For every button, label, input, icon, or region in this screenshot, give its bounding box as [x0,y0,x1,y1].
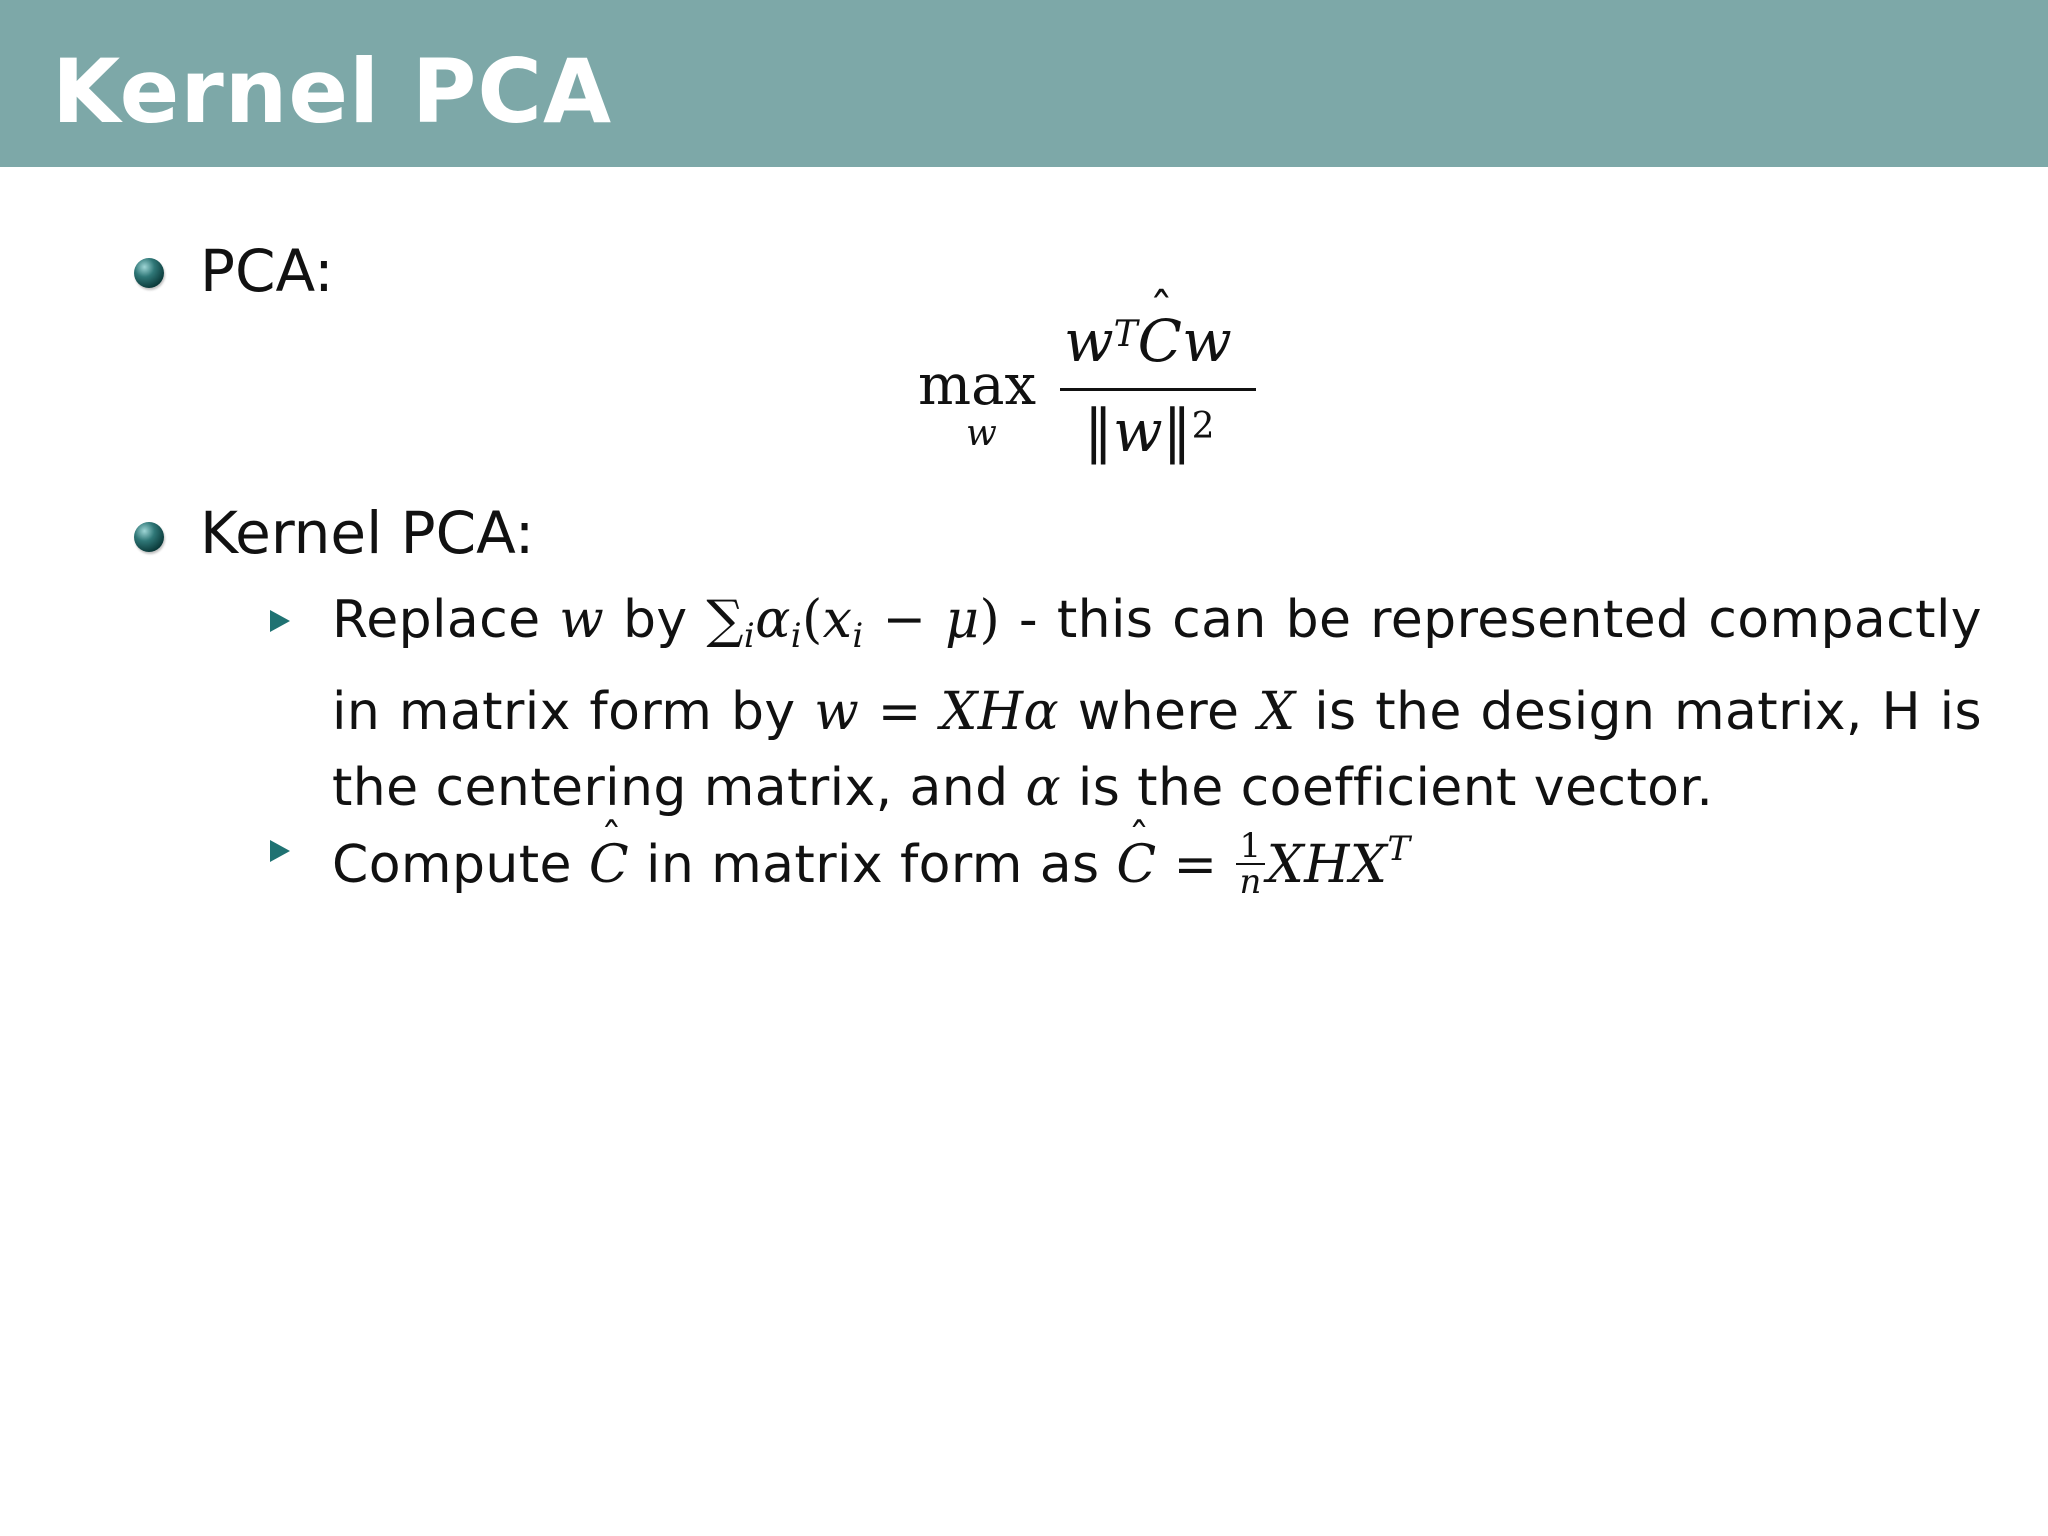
max-operator-subscript: w [966,413,997,454]
text-run: where [1059,682,1259,742]
pca-objective-equation [918,300,1258,480]
bullet-ball-icon [134,258,164,288]
math-minus: − [863,590,946,650]
equation-denominator [1084,396,1215,466]
text-run: is the design matrix, H is [1295,682,1982,742]
bullet-pca-label: PCA: [200,237,334,305]
numerator-transpose: T [1113,314,1138,355]
norm-close: ‖ [1162,397,1192,465]
text-run: the centering matrix, and [332,758,1026,818]
sub-item-line [332,674,1982,750]
fraction-numerator: 1 [1236,829,1264,865]
transpose-superscript: T [1387,829,1411,869]
math-fraction-one-over-n [1236,826,1264,902]
math-paren-open: ( [801,590,823,650]
bullet-ball-icon [134,522,164,552]
math-equals: = [1156,835,1235,895]
alpha-symbol: α [755,590,791,650]
sub-item-replace-w [332,582,1982,826]
math-x-i [822,590,864,656]
text-run: is the coefficient vector. [1060,758,1714,818]
sum-symbol: ∑ [706,590,744,650]
norm-open: ‖ [1084,397,1113,465]
text-run: - this can be represented compactly [1000,590,1982,650]
math-mu: μ [945,590,980,650]
title-bar [0,0,2048,167]
math-c-hat: ˆ C [589,827,629,903]
triangle-bullet-icon [270,610,290,632]
alpha-subscript: i [790,616,802,656]
equation-numerator [1064,306,1232,376]
sub-item-line [332,811,1982,903]
math-alpha: α [1025,758,1061,818]
text-run: in matrix form by [332,682,815,742]
denominator-w: w [1113,397,1163,465]
math-sum [706,590,756,656]
text-run: in matrix form as [629,835,1117,895]
max-operator: max [918,353,1037,418]
numerator-w-right: w [1182,307,1232,375]
math-x: X [1258,682,1296,742]
sum-subscript: i [743,616,756,656]
math-xhx-transpose [1266,829,1411,895]
math-w-equals-xh-alpha: w = XHα [814,682,1060,742]
xhx-text: XHX [1266,835,1388,895]
math-w: w [559,590,605,650]
numerator-w: w [1064,307,1114,375]
text-run: Compute [332,835,589,895]
bullet-kernel-pca-label: Kernel PCA: [200,499,535,567]
math-paren-close: ) [979,590,1001,650]
sub-item-line [332,582,1982,674]
math-alpha-i [755,590,802,656]
math-c-hat: ˆ C [1116,827,1156,903]
x-symbol: x [822,590,853,650]
x-subscript: i [852,616,864,656]
text-run: Replace [332,590,560,650]
numerator-c-hat: ˆ C [1138,306,1182,376]
slide-title: Kernel PCA [52,40,613,143]
text-run: by [604,590,707,650]
triangle-bullet-icon [270,840,290,862]
fraction-bar [1060,388,1256,391]
denominator-exponent: 2 [1191,406,1215,447]
fraction-denominator: n [1239,862,1262,902]
sub-item-compute-c [332,811,1982,903]
